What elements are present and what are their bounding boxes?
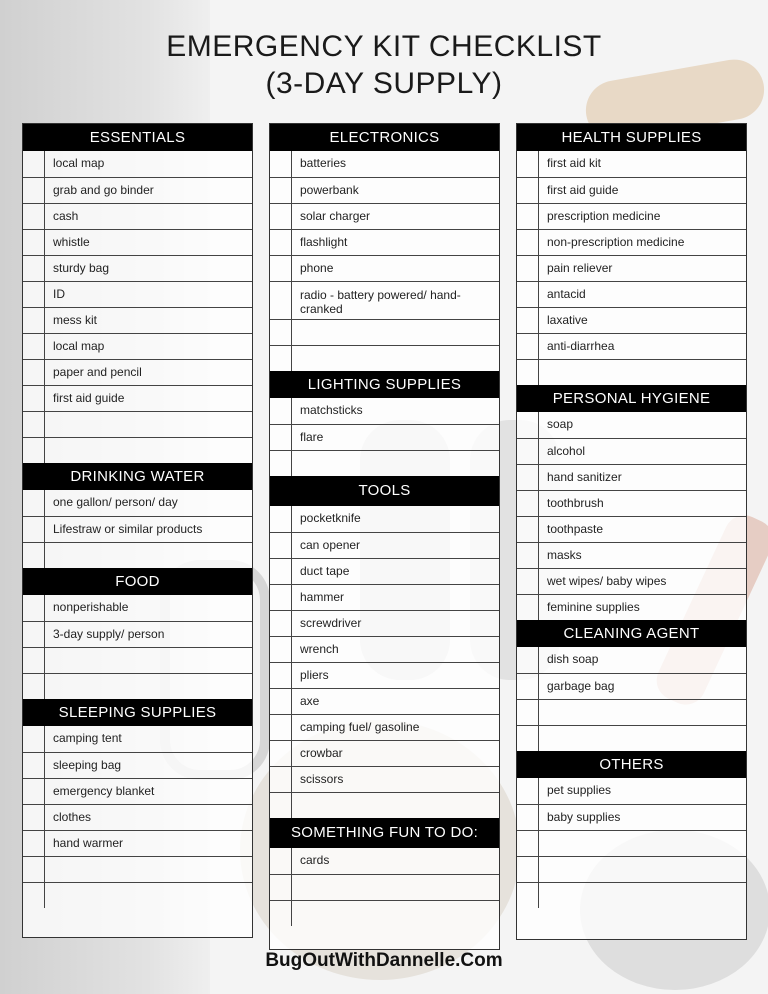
checklist-row[interactable]	[270, 662, 499, 688]
item-label-blank[interactable]	[539, 857, 746, 882]
checkbox[interactable]	[270, 178, 292, 203]
checklist-row[interactable]	[23, 333, 252, 359]
others-header: OTHERS	[517, 751, 746, 778]
checkbox[interactable]	[23, 883, 45, 908]
checklist-row-blank[interactable]	[517, 699, 746, 725]
item-label: ID	[53, 287, 65, 301]
checklist-row[interactable]	[517, 412, 746, 438]
item-label: grab and go binder	[53, 183, 154, 197]
checklist-row-blank[interactable]	[517, 359, 746, 385]
checklist-row[interactable]	[270, 506, 499, 532]
checklist-row[interactable]	[270, 398, 499, 424]
checklist-row[interactable]	[270, 203, 499, 229]
item-label: soap	[547, 417, 574, 431]
checklist-row[interactable]	[23, 255, 252, 281]
item-label: scissors	[300, 772, 344, 786]
checklist-row[interactable]	[23, 726, 252, 752]
item-label: hand warmer	[53, 836, 124, 850]
checklist-row[interactable]	[517, 281, 746, 307]
checkbox[interactable]	[23, 857, 45, 882]
checklist-row[interactable]	[270, 636, 499, 662]
checkbox[interactable]	[270, 506, 292, 532]
item-label-blank[interactable]	[539, 831, 746, 856]
checklist-row-blank[interactable]	[270, 874, 499, 900]
item-label: camping tent	[53, 731, 122, 745]
checklist-column-2	[269, 123, 500, 950]
item-label-blank[interactable]	[45, 412, 252, 437]
checkbox[interactable]	[23, 648, 45, 673]
checkbox[interactable]	[517, 151, 539, 177]
item-label-blank[interactable]	[539, 726, 746, 751]
checkbox[interactable]	[517, 517, 539, 542]
item-label: one gallon/ person/ day	[53, 495, 178, 509]
item-label: laxative	[547, 313, 588, 327]
item-label: antacid	[547, 287, 586, 301]
checklist-row-blank[interactable]	[23, 647, 252, 673]
item-label-blank[interactable]	[45, 857, 252, 882]
item-label: 3-day supply/ person	[53, 627, 165, 641]
item-label: masks	[547, 548, 582, 562]
checklist-row[interactable]	[270, 584, 499, 610]
checklist-row[interactable]	[23, 595, 252, 621]
checkbox[interactable]	[23, 753, 45, 778]
drinking-water-header: DRINKING WATER	[23, 463, 252, 490]
checklist-row[interactable]	[23, 151, 252, 177]
checklist-row-blank[interactable]	[517, 830, 746, 856]
checklist-row[interactable]	[517, 778, 746, 804]
tools-header: TOOLS	[270, 476, 499, 506]
checkbox[interactable]	[270, 793, 292, 818]
checklist-row[interactable]	[23, 229, 252, 255]
checkbox[interactable]	[23, 256, 45, 281]
checkbox[interactable]	[270, 689, 292, 714]
checkbox[interactable]	[517, 256, 539, 281]
personal-hygiene-header: PERSONAL HYGIENE	[517, 385, 746, 412]
food-header: FOOD	[23, 568, 252, 595]
checkbox[interactable]	[517, 282, 539, 307]
checklist-row-blank[interactable]	[23, 882, 252, 908]
checklist-row[interactable]	[517, 229, 746, 255]
checklist-row[interactable]	[517, 490, 746, 516]
checklist-row[interactable]	[23, 203, 252, 229]
checkbox[interactable]	[23, 386, 45, 411]
item-label-blank[interactable]	[292, 875, 499, 900]
checkbox[interactable]	[270, 230, 292, 255]
checkbox[interactable]	[23, 595, 45, 621]
checkbox[interactable]	[270, 741, 292, 766]
item-label: clothes	[53, 810, 92, 824]
checklist-row[interactable]	[23, 752, 252, 778]
checkbox[interactable]	[23, 412, 45, 437]
item-label: first aid guide	[547, 183, 619, 197]
checkbox[interactable]	[517, 465, 539, 490]
checklist-row[interactable]	[23, 281, 252, 307]
checkbox[interactable]	[23, 490, 45, 516]
item-label: emergency blanket	[53, 784, 155, 798]
checkbox[interactable]	[270, 451, 292, 476]
item-label: first aid kit	[547, 156, 602, 170]
lighting-supplies-header: LIGHTING SUPPLIES	[270, 371, 499, 398]
checklist-row-blank[interactable]	[23, 437, 252, 463]
item-label: powerbank	[300, 183, 359, 197]
item-label: solar charger	[300, 209, 371, 223]
item-label: cash	[53, 209, 79, 223]
item-label: Lifestraw or similar products	[53, 522, 203, 536]
checkbox[interactable]	[517, 805, 539, 830]
item-label: pocketknife	[300, 511, 361, 525]
checklist-row[interactable]	[23, 359, 252, 385]
item-label-blank[interactable]	[539, 883, 746, 908]
checklist-row[interactable]	[517, 438, 746, 464]
cleaning-agent-header: CLEANING AGENT	[517, 620, 746, 647]
footer-website: BugOutWithDannelle.Com	[265, 950, 503, 971]
checkbox[interactable]	[23, 779, 45, 804]
item-label: radio - battery powered/ hand-cranked	[300, 288, 461, 316]
item-label: toothpaste	[547, 522, 604, 536]
checkbox[interactable]	[517, 412, 539, 438]
checkbox[interactable]	[270, 204, 292, 229]
item-label: first aid guide	[53, 391, 125, 405]
item-label-blank[interactable]	[45, 438, 252, 463]
checklist-row[interactable]	[270, 558, 499, 584]
checkbox[interactable]	[270, 282, 292, 319]
item-label-blank[interactable]	[292, 451, 499, 476]
checkbox[interactable]	[23, 622, 45, 647]
checkbox[interactable]	[517, 778, 539, 804]
item-label-blank[interactable]	[539, 360, 746, 385]
checklist-row-blank[interactable]	[270, 319, 499, 345]
item-label: flare	[300, 430, 324, 444]
checklist-row-blank[interactable]	[270, 900, 499, 926]
checkbox[interactable]	[517, 569, 539, 594]
item-label: dish soap	[547, 652, 599, 666]
checklist-row[interactable]	[270, 229, 499, 255]
checkbox[interactable]	[517, 700, 539, 725]
item-label-blank[interactable]	[292, 320, 499, 345]
checklist-row[interactable]	[23, 177, 252, 203]
electronics-header: ELECTRONICS	[270, 124, 499, 151]
checkbox[interactable]	[23, 805, 45, 830]
checklist-row[interactable]	[270, 424, 499, 450]
checkbox[interactable]	[23, 308, 45, 333]
item-label: toothbrush	[547, 496, 604, 510]
checklist-row-blank[interactable]	[270, 792, 499, 818]
checkbox[interactable]	[517, 831, 539, 856]
checklist-row[interactable]	[517, 255, 746, 281]
checklist-row[interactable]	[23, 516, 252, 542]
checklist-row[interactable]	[23, 490, 252, 516]
item-label: anti-diarrhea	[547, 339, 615, 353]
checklist-row-blank[interactable]	[270, 450, 499, 476]
checkbox[interactable]	[517, 595, 539, 620]
item-label: garbage bag	[547, 679, 615, 693]
checkbox[interactable]	[270, 425, 292, 450]
item-label-blank[interactable]	[292, 346, 499, 371]
checkbox[interactable]	[23, 178, 45, 203]
item-label: batteries	[300, 156, 347, 170]
item-label: screwdriver	[300, 616, 362, 630]
item-label-blank[interactable]	[45, 674, 252, 699]
checkbox[interactable]	[517, 178, 539, 203]
checkbox[interactable]	[270, 320, 292, 345]
item-label: pain reliever	[547, 261, 613, 275]
item-label: can opener	[300, 538, 361, 552]
checklist-row[interactable]	[517, 516, 746, 542]
item-label: feminine supplies	[547, 600, 640, 614]
checklist-row[interactable]	[517, 333, 746, 359]
checklist-row[interactable]	[23, 307, 252, 333]
item-label: mess kit	[53, 313, 98, 327]
checkbox[interactable]	[270, 637, 292, 662]
item-label: sleeping bag	[53, 758, 122, 772]
checkbox[interactable]	[517, 491, 539, 516]
checkbox[interactable]	[23, 831, 45, 856]
checklist-row-blank[interactable]	[517, 882, 746, 908]
checklist-row[interactable]	[517, 203, 746, 229]
checkbox[interactable]	[23, 204, 45, 229]
page-title-line-1: EMERGENCY KIT CHECKLIST	[166, 30, 602, 63]
item-label: prescription medicine	[547, 209, 661, 223]
item-label: flashlight	[300, 235, 348, 249]
checklist-row[interactable]	[270, 610, 499, 636]
checklist-row[interactable]	[23, 778, 252, 804]
item-label: nonperishable	[53, 600, 129, 614]
checkbox[interactable]	[23, 334, 45, 359]
item-label: sturdy bag	[53, 261, 110, 275]
checkbox[interactable]	[270, 585, 292, 610]
item-label: wet wipes/ baby wipes	[547, 574, 667, 588]
checklist-row[interactable]	[270, 177, 499, 203]
checklist-row[interactable]	[270, 532, 499, 558]
item-label-blank[interactable]	[45, 883, 252, 908]
something-fun-header: SOMETHING FUN TO DO:	[270, 818, 499, 848]
health-supplies-header: HEALTH SUPPLIES	[517, 124, 746, 151]
checklist-row[interactable]	[270, 688, 499, 714]
checkbox[interactable]	[517, 439, 539, 464]
checkbox[interactable]	[23, 674, 45, 699]
checkbox[interactable]	[23, 282, 45, 307]
checkbox[interactable]	[517, 883, 539, 908]
item-label: whistle	[53, 235, 90, 249]
checkbox[interactable]	[517, 360, 539, 385]
checkbox[interactable]	[270, 398, 292, 424]
checklist-row[interactable]	[517, 647, 746, 673]
essentials-header: ESSENTIALS	[23, 124, 252, 151]
checklist-column-1	[22, 123, 253, 938]
item-label: crowbar	[300, 746, 343, 760]
checklist-row-blank[interactable]	[23, 673, 252, 699]
item-label: local map	[53, 156, 105, 170]
checkbox[interactable]	[23, 151, 45, 177]
checklist-row[interactable]	[517, 177, 746, 203]
checkbox[interactable]	[270, 848, 292, 874]
checkbox[interactable]	[270, 256, 292, 281]
checklist-row[interactable]	[23, 385, 252, 411]
checkbox[interactable]	[270, 611, 292, 636]
page-title-line-2: (3-DAY SUPPLY)	[265, 67, 503, 100]
item-label: non-prescription medicine	[547, 235, 685, 249]
checkbox[interactable]	[517, 204, 539, 229]
item-label: pliers	[300, 668, 329, 682]
page-title	[0, 28, 768, 102]
checklist-row[interactable]	[517, 568, 746, 594]
checkbox[interactable]	[517, 647, 539, 673]
item-label: matchsticks	[300, 403, 363, 417]
checklist-row[interactable]	[517, 464, 746, 490]
checklist-row[interactable]	[517, 307, 746, 333]
checkbox[interactable]	[270, 663, 292, 688]
item-label-blank[interactable]	[45, 648, 252, 673]
checklist-row[interactable]	[23, 621, 252, 647]
checklist-row[interactable]	[270, 766, 499, 792]
checkbox[interactable]	[23, 543, 45, 568]
item-label: camping fuel/ gasoline	[300, 720, 420, 734]
checkbox[interactable]	[517, 674, 539, 699]
checklist-row[interactable]	[270, 848, 499, 874]
checklist-row[interactable]	[270, 151, 499, 177]
item-label: paper and pencil	[53, 365, 142, 379]
checkbox[interactable]	[23, 517, 45, 542]
checklist-row-blank[interactable]	[270, 345, 499, 371]
sleeping-supplies-header: SLEEPING SUPPLIES	[23, 699, 252, 726]
checkbox[interactable]	[270, 533, 292, 558]
checklist-row[interactable]	[517, 673, 746, 699]
checkbox[interactable]	[23, 360, 45, 385]
checklist-row-blank[interactable]	[517, 856, 746, 882]
checklist-row[interactable]	[270, 740, 499, 766]
checklist-row[interactable]	[23, 830, 252, 856]
checklist-row-blank[interactable]	[23, 411, 252, 437]
checkbox[interactable]	[270, 715, 292, 740]
checkbox[interactable]	[23, 438, 45, 463]
item-label-blank[interactable]	[539, 700, 746, 725]
checkbox[interactable]	[270, 151, 292, 177]
item-label: duct tape	[300, 564, 350, 578]
checklist-row[interactable]	[517, 594, 746, 620]
item-label-blank[interactable]	[292, 793, 499, 818]
item-label-blank[interactable]	[292, 901, 499, 926]
item-label: phone	[300, 261, 334, 275]
checklist-row-blank[interactable]	[517, 725, 746, 751]
checkbox[interactable]	[23, 230, 45, 255]
checklist-row[interactable]	[270, 714, 499, 740]
item-label-blank[interactable]	[45, 543, 252, 568]
checkbox[interactable]	[517, 308, 539, 333]
checkbox[interactable]	[270, 559, 292, 584]
checklist-row[interactable]	[517, 542, 746, 568]
item-label: cards	[300, 853, 330, 867]
item-label: baby supplies	[547, 810, 621, 824]
item-label: wrench	[300, 642, 339, 656]
checklist-column-3	[516, 123, 747, 940]
checkbox[interactable]	[270, 875, 292, 900]
checkbox[interactable]	[270, 767, 292, 792]
item-label: local map	[53, 339, 105, 353]
checklist-row[interactable]	[23, 804, 252, 830]
checkbox[interactable]	[270, 346, 292, 371]
checklist-row-blank[interactable]	[23, 856, 252, 882]
checkbox[interactable]	[517, 726, 539, 751]
checklist-row-blank[interactable]	[23, 542, 252, 568]
checkbox[interactable]	[517, 543, 539, 568]
checklist-row[interactable]	[270, 255, 499, 281]
checkbox[interactable]	[517, 230, 539, 255]
checklist-row[interactable]	[517, 804, 746, 830]
checklist-row[interactable]	[517, 151, 746, 177]
checkbox[interactable]	[23, 726, 45, 752]
item-label: axe	[300, 694, 320, 708]
item-label: pet supplies	[547, 783, 612, 797]
item-label: alcohol	[547, 444, 586, 458]
checkbox[interactable]	[270, 901, 292, 926]
item-label: hammer	[300, 590, 345, 604]
checkbox[interactable]	[517, 334, 539, 359]
checklist-row[interactable]	[270, 281, 499, 319]
checkbox[interactable]	[517, 857, 539, 882]
item-label: hand sanitizer	[547, 470, 622, 484]
